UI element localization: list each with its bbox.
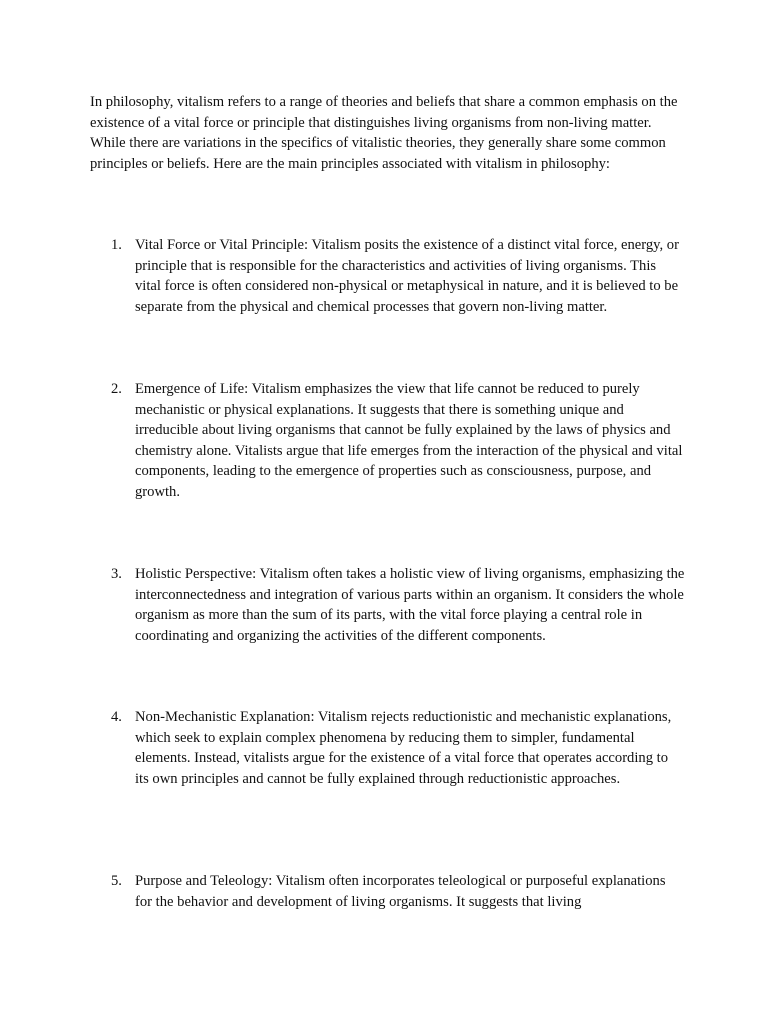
list-item-text: Purpose and Teleology: Vitalism often incorporates teleological or purposeful explanations for the behavior and development of living organisms. It suggests that living (135, 873, 666, 910)
list-item (90, 235, 690, 317)
intro-paragraph: In philosophy, vitalism refers to a range of theories and beliefs that share a common emphasis on the existence of a vital force or principle that distinguishes living organisms from non-living matter. While there are variations in the specifics of vitalistic theories, they generally share some common principles or beliefs. Here are the main principles associated with vitalism in philosophy: (90, 94, 678, 172)
list-item-text: Emergence of Life: Vitalism emphasizes the view that life cannot be reduced to purely mechanistic or physical explanations. It suggests that there is something unique and irreducible about living organisms that cannot be fully explained by the laws of physics and chemistry alone. Vitalists argue that life emerges from the interaction of the physical and vital components, leading to the emergence of properties such as consciousness, purpose, and growth. (135, 381, 683, 500)
list-item-number: 5. (111, 873, 122, 889)
list-item-number: 3. (111, 566, 122, 582)
list-item-number: 2. (111, 381, 122, 397)
list-item-number: 4. (111, 709, 122, 725)
list-item (90, 871, 690, 912)
list-item-number: 1. (111, 237, 122, 253)
list-item-text: Holistic Perspective: Vitalism often takes a holistic view of living organisms, emphasizing the interconnectedness and integration of various parts within an organism. It considers the whole organism as more than the sum of its parts, with the vital force playing a central role in coordinating and organizing the activities of the different components. (135, 566, 685, 644)
list-item (90, 379, 690, 503)
list-item (90, 564, 690, 646)
list-item-text: Vital Force or Vital Principle: Vitalism posits the existence of a distinct vital force, energy, or principle that is responsible for the characteristics and activities of living organisms. This vital force is often considered non-physical or metaphysical in nature, and it is believed to be separate from the physical and chemical processes that govern non-living matter. (135, 237, 679, 315)
list-item (90, 707, 690, 789)
list-item-text: Non-Mechanistic Explanation: Vitalism rejects reductionistic and mechanistic explanations, which seek to explain complex phenomena by reducing them to simpler, fundamental elements. Instead, vitalists argue for the existence of a vital force that operates according to its own principles and cannot be fully explained through reductionistic approaches. (135, 709, 672, 787)
